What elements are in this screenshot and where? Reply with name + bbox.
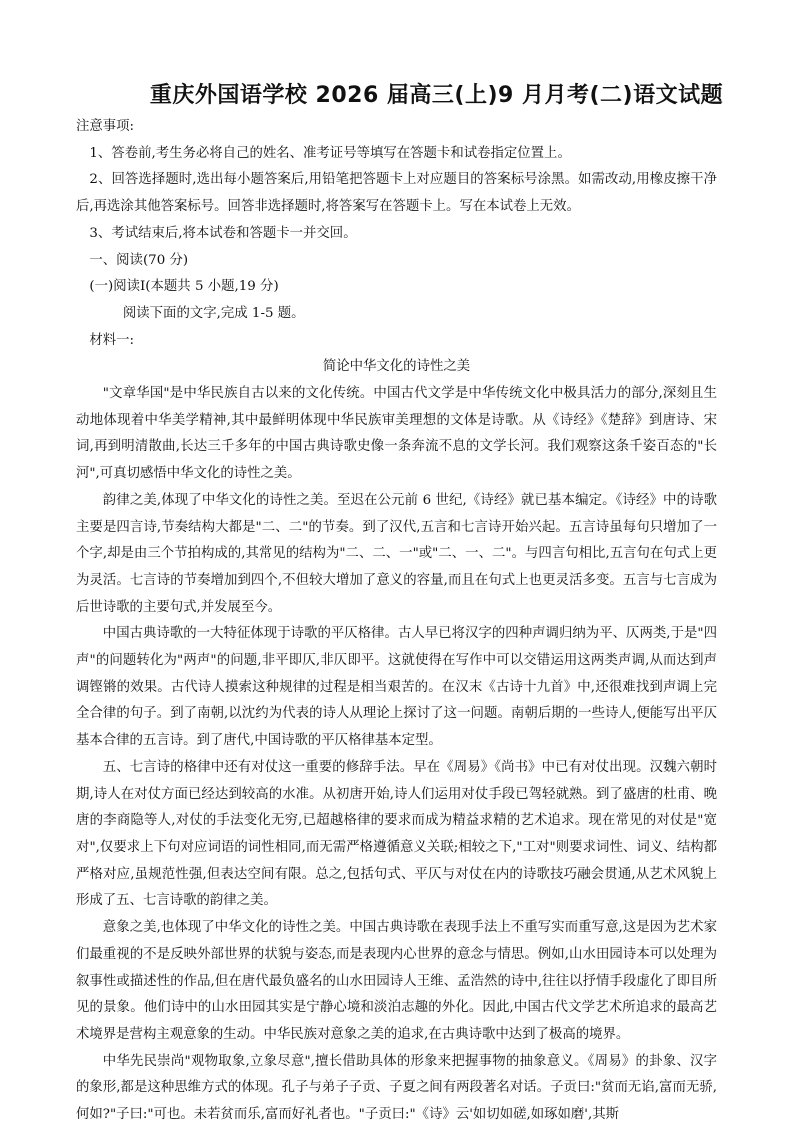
article-paragraph: "文章华国"是中华民族自古以来的文化传统。中国古代文学是中华传统文化中极具活力的部分,深刻且生动地体现着中华美学精神,其中最鲜明体现中华民族审美理想的文体是诗歌。从《诗经》《楚辞》到唐诗、宋词,再到明清散曲,长达三千多年的中国古典诗歌史像一条奔流不息的文学长河。我们观察这条千姿百态的"长河",可真切感悟中华文化的诗性之美。 <box>76 386 717 482</box>
notice-item-2: 2、回答选择题时,选出每小题答案后,用铅笔把答题卡上对应题目的答案标号涂黑。如需改动,用橡皮擦干净后,再选涂其他答案标号。回答非选择题时,将答案写在答题卡上。写在本试卷上无效。 <box>76 172 717 215</box>
article-title: 简论中华文化的诗性之美 <box>322 359 471 375</box>
article-paragraph: 中华先民崇尚"观物取象,立象尽意",擅长借助具体的形象来把握事物的抽象意义。《周易》的卦象、汉字的象形,都是这种思维方式的体现。孔子与弟子子贡、子夏之间有两段著名对话。子贡曰:"贫而无谄,富而无骄,何如?"子曰:"可也。未若贫而乐,富而好礼者也。"子贡曰:"《诗》云'如切如磋,如琢如磨',其斯 <box>76 1053 717 1123</box>
notice-item-3: 3、考试结束后,将本试卷和答题卡一并交回。 <box>89 225 357 241</box>
material-label: 材料一: <box>89 332 135 348</box>
subsection-heading: (一)阅读Ⅰ(本题共 5 小题,19 分) <box>89 279 279 295</box>
exam-body <box>76 114 717 1129</box>
article-paragraph: 意象之美,也体现了中华文化的诗性之美。中国古典诗歌在表现手法上不重写实而重写意,这是因为艺术家们最重视的不是反映外部世界的状貌与姿态,而是表现内心世界的意念与情思。例如,山水田园诗本可以处理为叙事性或描述性的作品,但在唐代最负盛名的山水田园诗人王维、孟浩然的诗中,往往以抒情手段虚化了即目所见的景象。他们诗中的山水田园其实是宁静心境和淡泊志趣的外化。因此,中国古代文学艺术所追求的最高艺术境界是营构主观意象的生动。中华民族对意象之美的追求,在古典诗歌中达到了极高的境界。 <box>76 920 717 1042</box>
notice-item-1: 1、答卷前,考生务必将自己的姓名、准考证号等填写在答题卡和试卷指定位置上。 <box>89 145 571 161</box>
article-paragraph: 韵律之美,体现了中华文化的诗性之美。至迟在公元前 6 世纪,《诗经》就已基本编定。《诗经》中的诗歌主要是四言诗,节奏结构大都是"二、二"的节奏。到了汉代,五言和七言诗开始兴起。五言诗虽每句只增加了一个字,却是由三个节拍构成的,其常见的结构为"二、二、一"或"二、一、二"。与四言句相比,五言句在句式上更为灵活。七言诗的节奏增加到四个,不但较大增加了意义的容量,而且在句式上也更灵活多变。五言与七言成为后世诗歌的主要句式,并发展至今。 <box>76 492 717 615</box>
notice-heading: 注意事项: <box>76 119 135 134</box>
article-paragraph: 五、七言诗的格律中还有对仗这一重要的修辞手法。早在《周易》《尚书》中已有对仗出现。汉魏六朝时期,诗人在对仗方面已经达到较高的水准。从初唐开始,诗人们运用对仗手段已驾轻就熟。到了盛唐的杜甫、晚唐的李商隐等人,对仗的手法变化无穷,已超越格律的要求而成为精益求精的艺术追求。现在常见的对仗是"宽对",仅要求上下句对应词语的词性相同,而无需严格遵循意义关联;相较之下,"工对"则要求词性、词义、结构都严格对应,虽规范性强,但表达空间有限。总之,包括句式、平仄与对仗在内的诗歌技巧融会贯通,从艺术风貌上形成了五、七言诗歌的韵律之美。 <box>76 759 717 909</box>
section-heading: 一、阅读(70 分) <box>89 252 189 268</box>
reading-instruction: 阅读下面的文字,完成 1-5 题。 <box>122 305 305 321</box>
article-paragraph: 中国古典诗歌的一大特征体现于诗歌的平仄格律。古人早已将汉字的四种声调归纳为平、仄两类,于是"四声"的问题转化为"两声"的问题,非平即仄,非仄即平。这就使得在写作中可以交错运用这两类声调,从而达到声调铿锵的效果。古代诗人摸索这种规律的过程是相当艰苦的。在汉末《古诗十九首》中,还很难找到声调上完全合律的句子。到了南朝,以沈约为代表的诗人从理论上探讨了这一问题。南朝后期的一些诗人,便能写出平仄基本合律的五言诗。到了唐代,中国诗歌的平仄格律基本定型。 <box>76 626 717 749</box>
exam-title: 重庆外国语学校 2026 届高三(上)9 月月考(二)语文试题 <box>149 83 724 108</box>
